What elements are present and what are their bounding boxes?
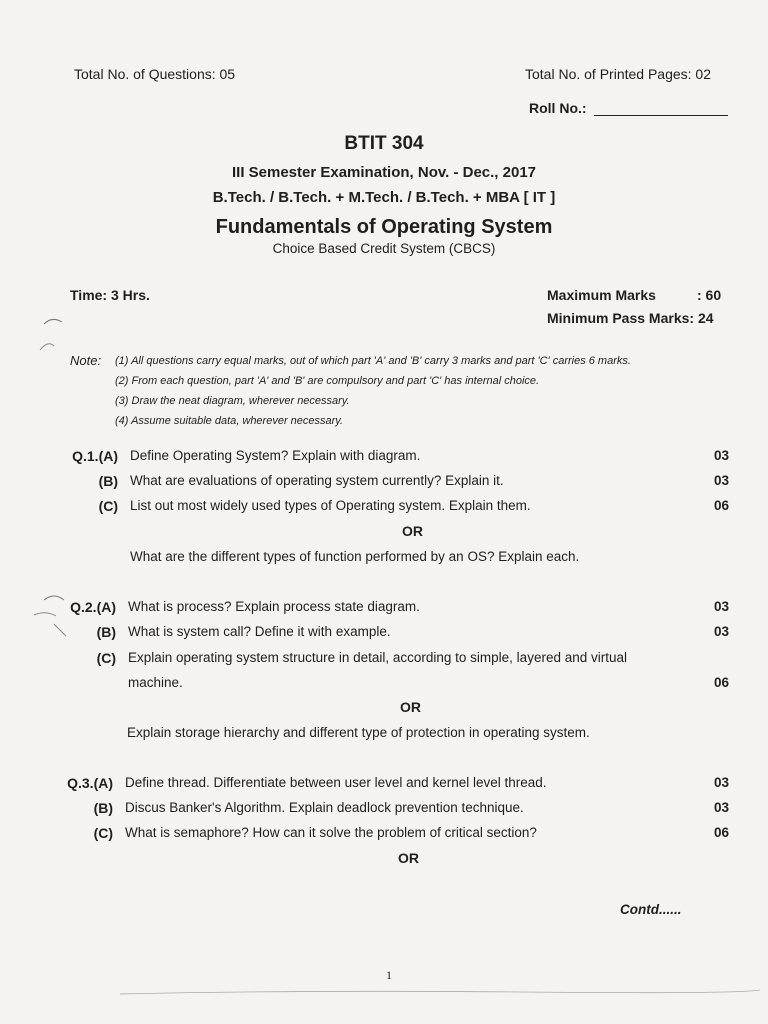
question-1-alternative: What are the different types of function performed by an OS? Explain each. <box>130 549 580 564</box>
question-3c-text: What is semaphore? How can it solve the problem of critical section? <box>125 825 537 840</box>
min-pass-marks: Minimum Pass Marks: 24 <box>547 310 714 326</box>
note-item: (3) Draw the neat diagram, wherever necessary. <box>115 395 350 407</box>
max-marks-label: Maximum Marks <box>547 287 656 303</box>
question-3b-text: Discus Banker's Algorithm. Explain deadlock prevention technique. <box>125 800 524 815</box>
note-item: (1) All questions carry equal marks, out of which part 'A' and 'B' carry 3 marks and part 'C' carries 6 marks. <box>115 355 631 367</box>
question-2-label: Q.2.(A) <box>70 599 116 615</box>
semester-title: III Semester Examination, Nov. - Dec., 2017 <box>231 164 536 181</box>
question-1b-label: (B) <box>98 473 118 489</box>
question-2-alternative: Explain storage hierarchy and different type of protection in operating system. <box>127 725 590 740</box>
question-2c-marks: 06 <box>713 675 729 690</box>
question-1b-marks: 03 <box>713 473 729 488</box>
question-2c-label: (C) <box>96 650 116 666</box>
max-marks-value: : 60 <box>697 287 722 303</box>
question-2b-text: What is system call? Define it with example. <box>128 624 391 639</box>
subject-title: Fundamentals of Operating System <box>215 216 553 238</box>
question-2b-marks: 03 <box>713 624 729 639</box>
question-3c-marks: 06 <box>713 825 729 840</box>
question-3a-marks: 03 <box>713 775 729 790</box>
question-1a-text: Define Operating System? Explain with diagram. <box>130 448 421 463</box>
question-2b-label: (B) <box>96 624 116 640</box>
question-2a-text: What is process? Explain process state diagram. <box>128 599 420 614</box>
credit-system: Choice Based Credit System (CBCS) <box>272 241 496 256</box>
question-3b-label: (B) <box>93 800 113 816</box>
course-code: BTIT 304 <box>344 133 424 154</box>
question-2a-marks: 03 <box>713 599 729 614</box>
question-1c-label: (C) <box>98 498 118 514</box>
note-item: (4) Assume suitable data, wherever necessary. <box>115 415 344 427</box>
continued-label: Contd...... <box>620 902 682 917</box>
question-2c-text: Explain operating system structure in detail, according to simple, layered and virtual <box>128 650 627 665</box>
question-3c-label: (C) <box>93 825 113 841</box>
question-2c-text-continued: machine. <box>128 675 183 690</box>
question-3b-marks: 03 <box>713 800 729 815</box>
question-1-or: OR <box>402 523 423 539</box>
question-2-or: OR <box>400 699 421 715</box>
question-1c-marks: 06 <box>713 498 729 513</box>
question-3-or: OR <box>398 850 419 866</box>
note-item: (2) From each question, part 'A' and 'B' are compulsory and part 'C' has internal choice. <box>115 375 540 387</box>
time-label: Time: 3 Hrs. <box>70 287 150 303</box>
question-1a-marks: 03 <box>713 448 729 463</box>
question-1b-text: What are evaluations of operating system currently? Explain it. <box>130 473 504 488</box>
roll-no-label: Roll No.: <box>529 100 587 116</box>
page-number: 1 <box>386 968 392 982</box>
question-3a-text: Define thread. Differentiate between user level and kernel level thread. <box>125 775 547 790</box>
total-questions: Total No. of Questions: 05 <box>74 66 236 82</box>
programme-title: B.Tech. / B.Tech. + M.Tech. / B.Tech. + MBA [ IT ] <box>212 189 556 206</box>
bottom-edge-decoration <box>0 960 768 1000</box>
note-label: Note: <box>70 353 102 368</box>
question-3-label: Q.3.(A) <box>67 775 113 791</box>
pen-marks-decoration <box>30 310 80 650</box>
roll-no-blank <box>594 115 728 116</box>
question-1c-text: List out most widely used types of Operating system. Explain them. <box>130 498 531 513</box>
total-printed-pages: Total No. of Printed Pages: 02 <box>525 66 711 82</box>
question-1-label: Q.1.(A) <box>72 448 118 464</box>
